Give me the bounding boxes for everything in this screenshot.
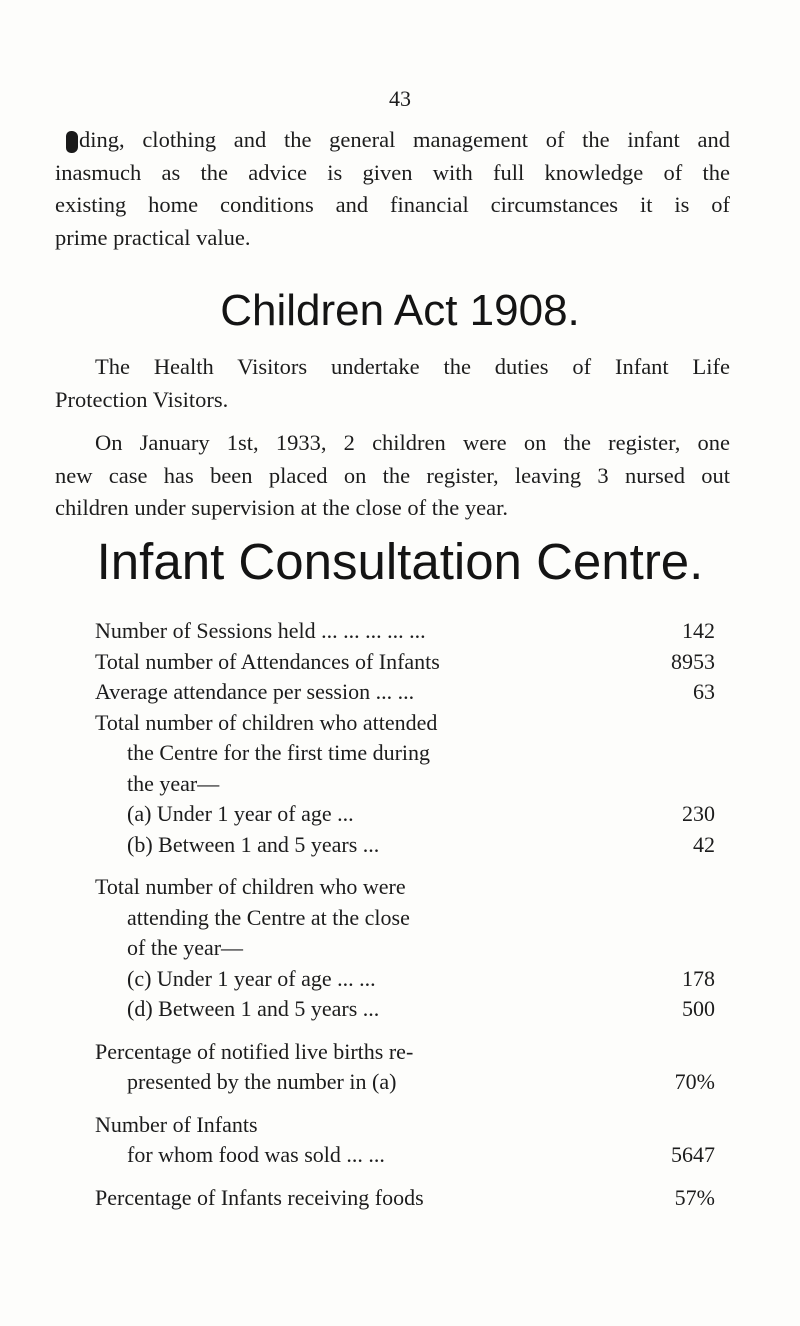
statistics-label: presented by the number in (a) xyxy=(127,1069,397,1094)
statistics-row xyxy=(95,799,715,830)
statistics-label: Total number of children who were xyxy=(95,874,406,899)
row-spacer xyxy=(95,1171,715,1183)
statistics-label: the Centre for the first time during xyxy=(127,740,431,765)
statistics-value: 500 xyxy=(682,996,715,1021)
statistics-row xyxy=(95,1183,715,1214)
statistics-label: Average attendance per session ... ... xyxy=(95,679,415,704)
statistics-row xyxy=(95,647,715,678)
statistics-label: Number of Infants xyxy=(95,1111,258,1137)
children-act-paragraph-2 xyxy=(55,427,730,525)
statistics-value: 230 xyxy=(682,801,715,826)
paragraph-line: children under supervision at the close of the year. xyxy=(55,495,508,520)
paragraph-line: Protection Visitors. xyxy=(55,386,229,412)
statistics-row xyxy=(95,769,715,800)
statistics-row xyxy=(95,933,715,964)
statistics-row xyxy=(95,616,715,647)
statistics-value: 42 xyxy=(693,831,715,857)
statistics-label: (a) Under 1 year of age ... xyxy=(127,801,354,826)
statistics-value: 142 xyxy=(682,618,715,643)
statistics-value: 63 xyxy=(693,679,715,704)
statistics-row xyxy=(95,964,715,995)
statistics-row xyxy=(95,830,715,861)
statistics-value: 57% xyxy=(674,1184,715,1210)
statistics-label: Percentage of notified live births re- xyxy=(95,1038,414,1064)
section-heading-children-act: Children Act 1908. xyxy=(220,286,580,335)
statistics-row xyxy=(95,1067,715,1098)
intro-line: prime practical value. xyxy=(55,224,251,250)
intro-paragraph xyxy=(55,124,730,254)
row-spacer xyxy=(95,1098,715,1110)
statistics-list xyxy=(95,616,715,1213)
statistics-value: 8953 xyxy=(671,648,715,674)
statistics-row xyxy=(95,1140,715,1171)
statistics-label: Percentage of Infants receiving foods xyxy=(95,1184,424,1210)
statistics-row xyxy=(95,677,715,708)
statistics-row xyxy=(95,903,715,934)
statistics-label: attending the Centre at the close xyxy=(127,904,410,930)
section-heading-infant-consultation: Infant Consultation Centre. xyxy=(96,533,704,590)
statistics-label: (c) Under 1 year of age ... ... xyxy=(127,965,376,991)
statistics-row xyxy=(95,994,715,1025)
paragraph-line: new case has been placed on the register, leaving 3 nursed out xyxy=(55,462,730,488)
statistics-label: of the year— xyxy=(127,935,244,960)
paragraph-line: On January 1st, 1933, 2 children were on the register, one xyxy=(95,430,730,455)
statistics-label: Total number of children who attended xyxy=(95,709,438,735)
row-spacer xyxy=(95,860,715,872)
intro-line: existing home conditions and financial circumstances it is of xyxy=(55,192,730,217)
statistics-row xyxy=(95,1037,715,1068)
statistics-row xyxy=(95,708,715,739)
statistics-value: 70% xyxy=(674,1069,715,1094)
statistics-row xyxy=(95,872,715,903)
statistics-label: (b) Between 1 and 5 years ... xyxy=(127,831,380,857)
statistics-value: 5647 xyxy=(671,1142,715,1167)
statistics-label: Number of Sessions held ... ... ... ... ... xyxy=(95,618,426,643)
intro-line: inasmuch as the advice is given with full knowledge of the xyxy=(55,159,730,185)
statistics-label: Total number of Attendances of Infants xyxy=(95,648,440,674)
paragraph-line: The Health Visitors undertake the duties of Infant Life xyxy=(95,354,730,379)
children-act-paragraph-1 xyxy=(55,351,730,416)
statistics-value: 178 xyxy=(682,965,715,991)
statistics-row xyxy=(95,738,715,769)
page-number: 43 xyxy=(389,86,411,111)
intro-line: ding, clothing and the general management of the infant and xyxy=(79,127,730,152)
statistics-label: (d) Between 1 and 5 years ... xyxy=(127,996,380,1021)
row-spacer xyxy=(95,1025,715,1037)
statistics-row xyxy=(95,1110,715,1141)
statistics-label: the year— xyxy=(127,770,220,796)
statistics-label: for whom food was sold ... ... xyxy=(127,1142,385,1167)
